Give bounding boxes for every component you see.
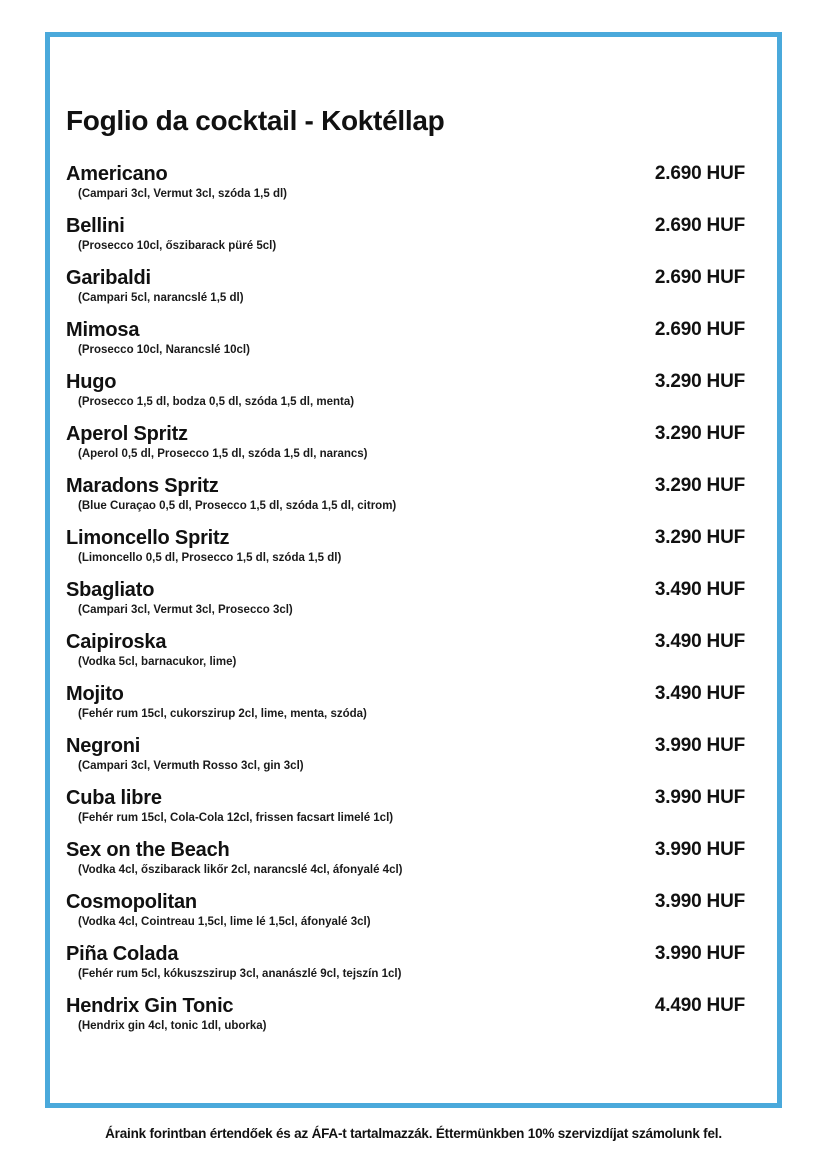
menu-content [50,37,777,1033]
item-text-block [66,681,655,721]
item-ingredients: (Limoncello 0,5 dl, Prosecco 1,5 dl, szóda 1,5 dl) [78,552,342,564]
item-ingredients: (Fehér rum 5cl, kókuszszirup 3cl, ananászlé 9cl, tejszín 1cl) [78,968,402,980]
item-text-block [66,629,655,669]
item-name: Sbagliato [66,579,155,601]
item-ingredients: (Prosecco 1,5 dl, bodza 0,5 dl, szóda 1,5 dl, menta) [78,396,355,408]
item-text-block [66,941,655,981]
item-ingredients: (Hendrix gin 4cl, tonic 1dl, uborka) [78,1020,267,1032]
item-price: 3.990 HUF [654,891,745,912]
item-text-block [66,889,655,929]
menu-item [66,941,745,981]
menu-item [66,733,745,773]
item-ingredients: (Campari 3cl, Vermut 3cl, szóda 1,5 dl) [78,188,287,200]
menu-item [66,993,745,1033]
item-price: 3.490 HUF [654,579,745,600]
item-price: 3.490 HUF [654,683,745,704]
menu-list [66,161,745,1033]
menu-item [66,681,745,721]
item-name: Hugo [66,371,117,393]
item-text-block [66,733,655,773]
item-text-block [66,993,655,1033]
item-name: Negroni [66,735,141,757]
item-text-block [66,421,655,461]
item-text-block [66,317,655,357]
item-price: 3.290 HUF [654,423,745,444]
menu-item [66,785,745,825]
item-ingredients: (Prosecco 10cl, Narancslé 10cl) [78,344,250,356]
item-text-block [66,525,655,565]
item-price: 3.990 HUF [654,943,745,964]
item-name: Piña Colada [66,943,179,965]
footer-note: Áraink forintban értendőek és az ÁFA-t tartalmazzák. Éttermünkben 10% szervizdíjat számolunk fel. [105,1126,722,1141]
item-price: 3.290 HUF [654,527,745,548]
item-text-block [66,577,655,617]
item-text-block [66,473,655,513]
item-text-block [66,213,655,253]
menu-item [66,317,745,357]
menu-item [66,629,745,669]
menu-item [66,837,745,877]
item-name: Caipiroska [66,631,167,653]
item-price: 2.690 HUF [654,267,745,288]
item-ingredients: (Campari 3cl, Vermut 3cl, Prosecco 3cl) [78,604,293,616]
item-price: 4.490 HUF [654,995,745,1016]
item-price: 3.290 HUF [654,475,745,496]
item-price: 3.490 HUF [654,631,745,652]
item-name: Cuba libre [66,787,162,809]
item-ingredients: (Vodka 4cl, Cointreau 1,5cl, lime lé 1,5cl, áfonyalé 3cl) [78,916,371,928]
item-ingredients: (Prosecco 10cl, őszibarack püré 5cl) [78,240,277,252]
item-ingredients: (Fehér rum 15cl, cukorszirup 2cl, lime, menta, szóda) [78,708,367,720]
item-name: Mimosa [66,319,140,341]
menu-item [66,473,745,513]
page-title: Foglio da cocktail - Koktéllap [66,105,445,136]
item-name: Maradons Spritz [66,475,219,497]
item-text-block [66,785,655,825]
item-text-block [66,161,655,201]
menu-item [66,889,745,929]
item-price: 3.990 HUF [654,735,745,756]
item-name: Cosmopolitan [66,891,197,913]
item-name: Hendrix Gin Tonic [66,995,234,1017]
item-price: 3.290 HUF [654,371,745,392]
item-text-block [66,837,655,877]
item-ingredients: (Blue Curaçao 0,5 dl, Prosecco 1,5 dl, szóda 1,5 dl, citrom) [78,500,397,512]
menu-frame [45,32,782,1108]
item-ingredients: (Aperol 0,5 dl, Prosecco 1,5 dl, szóda 1,5 dl, narancs) [78,448,368,460]
menu-item [66,161,745,201]
item-name: Bellini [66,215,125,237]
item-ingredients: (Campari 5cl, narancslé 1,5 dl) [78,292,244,304]
menu-item [66,213,745,253]
menu-item [66,525,745,565]
item-name: Aperol Spritz [66,423,188,445]
item-name: Garibaldi [66,267,151,289]
item-text-block [66,265,655,305]
menu-item [66,369,745,409]
item-ingredients: (Campari 3cl, Vermuth Rosso 3cl, gin 3cl) [78,760,304,772]
item-price: 2.690 HUF [654,215,745,236]
item-ingredients: (Vodka 5cl, barnacukor, lime) [78,656,237,668]
item-ingredients: (Vodka 4cl, őszibarack likőr 2cl, narancslé 4cl, áfonyalé 4cl) [78,864,403,876]
menu-item [66,421,745,461]
item-price: 2.690 HUF [654,319,745,340]
menu-item [66,265,745,305]
item-text-block [66,369,655,409]
item-price: 2.690 HUF [654,163,745,184]
item-price: 3.990 HUF [654,787,745,808]
item-name: Americano [66,163,168,185]
item-name: Mojito [66,683,124,705]
menu-item [66,577,745,617]
item-name: Limoncello Spritz [66,527,230,549]
item-ingredients: (Fehér rum 15cl, Cola-Cola 12cl, frissen facsart limelé 1cl) [78,812,394,824]
item-name: Sex on the Beach [66,839,230,861]
item-price: 3.990 HUF [654,839,745,860]
